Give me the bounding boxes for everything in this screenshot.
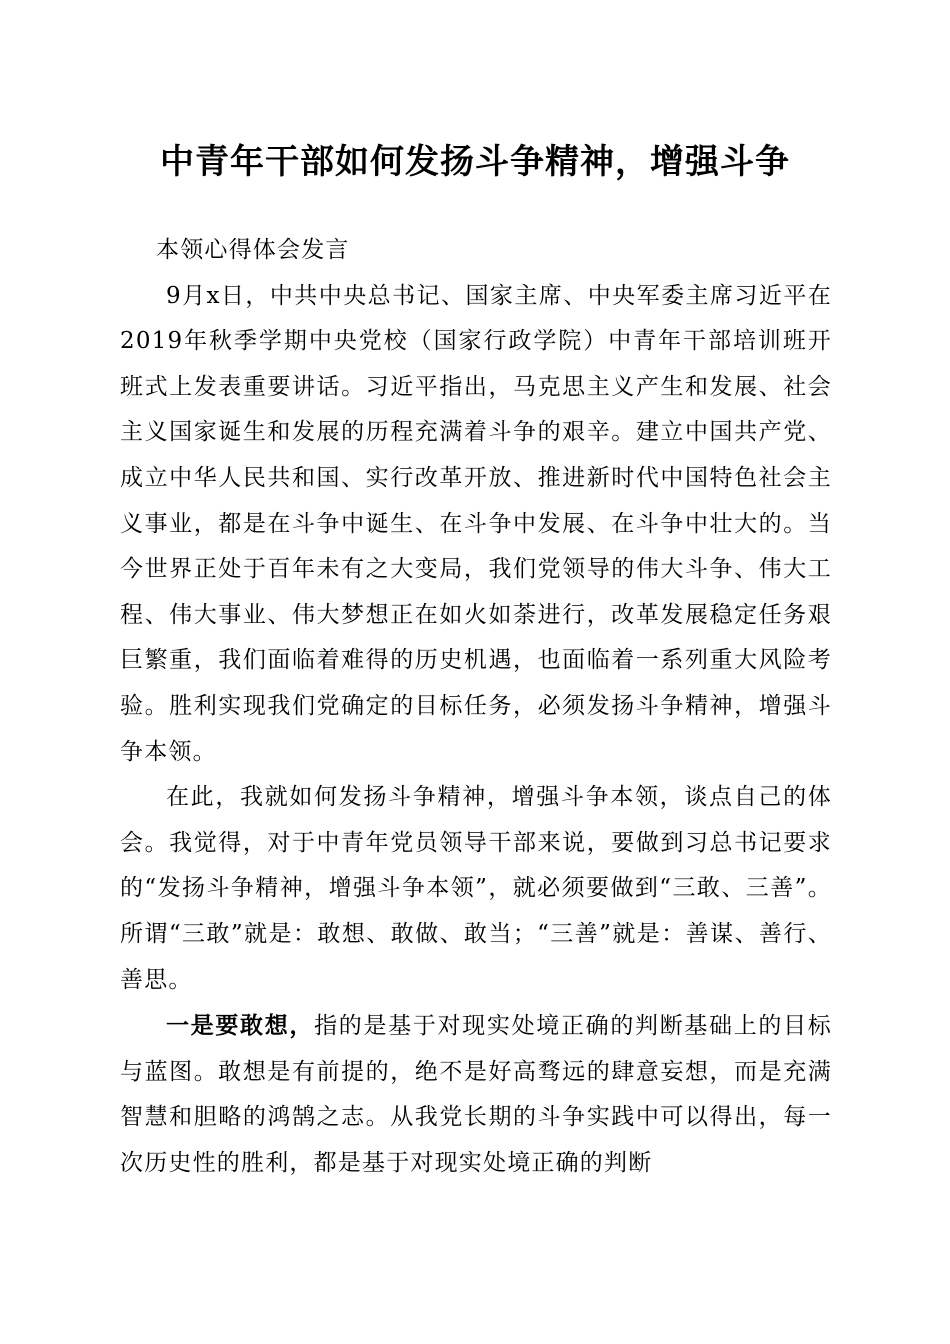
paragraph-3-text: 指的是基于对现实处境正确的判断基础上的目标与蓝图。敢想是有前提的，绝不是好高骛远的肆意妄想，而是充满智慧和胆略的鸿鹄之志。从我党长期的斗争实践中可以得出，每一次历史性的胜利，都是基于对现实处境正确的判断 bbox=[120, 1013, 832, 1176]
document-body bbox=[120, 228, 832, 1186]
paragraph-1: 9月x日，中共中央总书记、国家主席、中央军委主席习近平在2019年秋季学期中央党校（国家行政学院）中青年干部培训班开班式上发表重要讲话。习近平指出，马克思主义产生和发展、社会主义国家诞生和发展的历程充满着斗争的艰辛。建立中国共产党、成立中华人民共和国、实行改革开放、推进新时代中国特色社会主义事业，都是在斗争中诞生、在斗争中发展、在斗争中壮大的。当今世界正处于百年未有之大变局，我们党领导的伟大斗争、伟大工程、伟大事业、伟大梦想正在如火如荼进行，改革发展稳定任务艰巨繁重，我们面临着难得的历史机遇，也面临着一系列重大风险考验。胜利实现我们党确定的目标任务，必须发扬斗争精神，增强斗争本领。 bbox=[120, 282, 832, 765]
paragraph-3-lead: 一是要敢想， bbox=[166, 1012, 315, 1040]
paragraph-2: 在此，我就如何发扬斗争精神，增强斗争本领，谈点自己的体会。我觉得，对于中青年党员领导干部来说，要做到习总书记要求的“发扬斗争精神，增强斗争本领”，就必须要做到“三敢、三善”。所谓“三敢”就是：敢想、敢做、敢当；“三善”就是：善谋、善行、善思。 bbox=[120, 784, 832, 993]
document-subtitle: 本领心得体会发言 bbox=[156, 237, 350, 263]
document-title: 中青年干部如何发扬斗争精神，增强斗争 bbox=[160, 142, 790, 182]
paragraph-3 bbox=[120, 1003, 832, 1186]
